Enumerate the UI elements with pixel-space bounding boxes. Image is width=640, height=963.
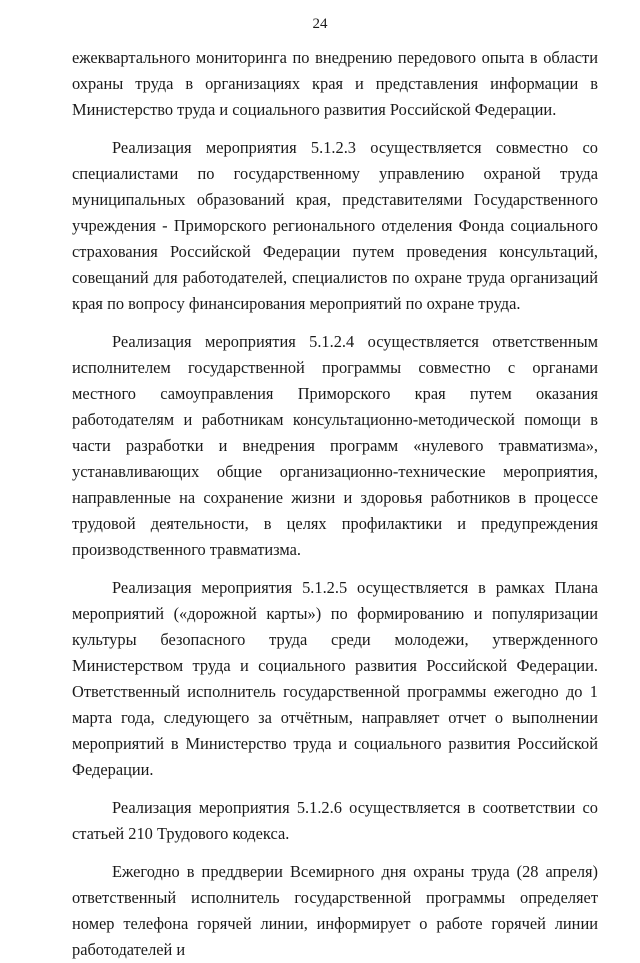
paragraph-measure-5-1-2-5: Реализация мероприятия 5.1.2.5 осуществляется в рамках Плана мероприятий («дорожной карты») по формированию и популяризации культуры безопасного труда среди молодежи, утвержденного Министерством труда и социального развития Российской Федерации. Ответственный исполнитель государственной программы ежегодно до 1 марта года, следующего за отчётным, направляет отчет о выполнении мероприятий в Министерство труда и социального развития Российской Федерации.: [72, 578, 598, 779]
document-body: [72, 45, 598, 963]
paragraph-measure-5-1-2-3: Реализация мероприятия 5.1.2.3 осуществляется совместно со специалистами по государственному управлению охраной труда муниципальных образований края, представителями Государственного учреждения - Приморского регионального отделения Фонда социального страхования Российской Федерации путем проведения консультаций, совещаний для работодателей, специалистов по охране труда организаций края по вопросу финансирования мероприятий по охране труда.: [72, 138, 598, 313]
paragraph-measure-5-1-2-6: Реализация мероприятия 5.1.2.6 осуществляется в соответствии со статьей 210 Трудового кодекса.: [72, 798, 598, 843]
paragraph-hotline: Ежегодно в преддверии Всемирного дня охраны труда (28 апреля) ответственный исполнитель государственной программы определяет номер телефона горячей линии, информирует о работе горячей линии работодателей и: [72, 862, 598, 959]
page-number: 24: [312, 16, 328, 32]
paragraph-continuation: ежеквартального мониторинга по внедрению передового опыта в области охраны труда в организациях края и представления информации в Министерство труда и социального развития Российской Федерации.: [72, 48, 598, 119]
paragraph-measure-5-1-2-4: Реализация мероприятия 5.1.2.4 осуществляется ответственным исполнителем государственной программы совместно с органами местного самоуправления Приморского края путем оказания работодателям и работникам консультационно-методической помощи в части разработки и внедрения программ «нулевого травматизма», устанавливающих общие организационно-технические мероприятия, направленные на сохранение жизни и здоровья работников в процессе трудовой деятельности, в целях профилактики и предупреждения производственного травматизма.: [72, 332, 598, 559]
